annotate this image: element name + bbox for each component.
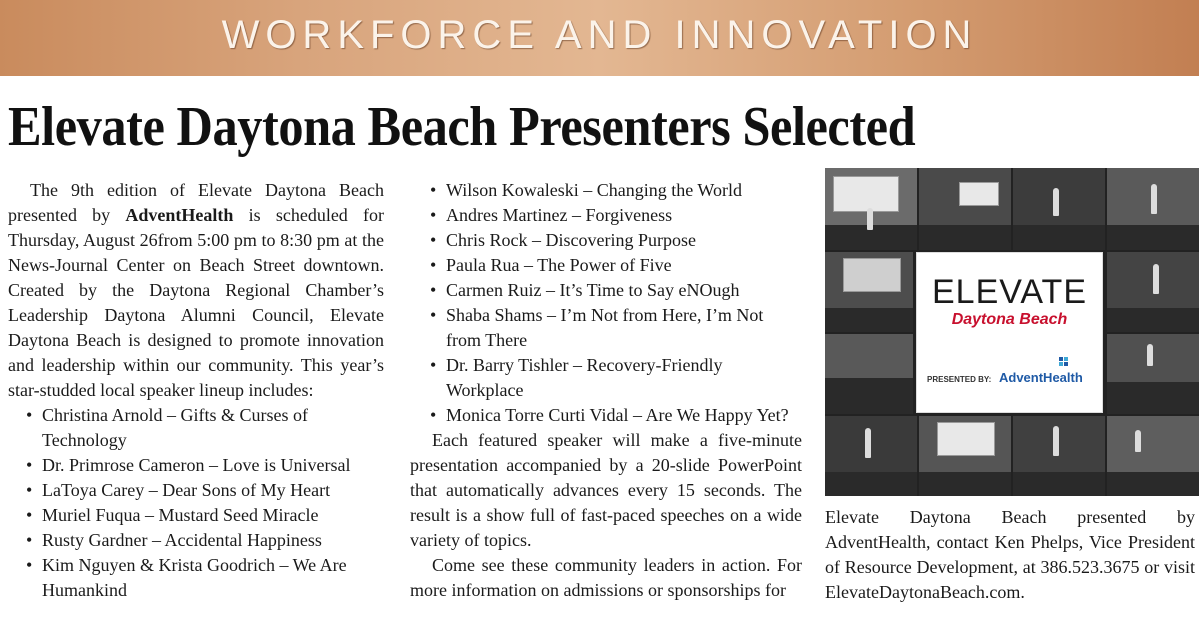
speaker-item: • Monica Torre Curti Vidal – Are We Happy Yet? [410, 403, 802, 428]
presented-by-label: PRESENTED BY: [927, 375, 992, 384]
body-paragraph-2: Come see these community leaders in action. For more information on admissions or sponsorships for [410, 555, 802, 600]
photo-caption: Elevate Daytona Beach presented by AdventHealth, contact Ken Phelps, Vice President of Resource Development, at 386.523.3675 or visit ElevateDaytonaBeach.com. [825, 507, 1195, 602]
elevate-logo-subtitle: Daytona Beach [951, 311, 1068, 328]
sponsor-logo-text: AdventHealth [999, 370, 1083, 385]
photo-tile [1107, 334, 1199, 414]
photo-tile [825, 168, 917, 250]
speaker-item: • Paula Rua – The Power of Five [410, 253, 802, 278]
speaker-item: • Dr. Primrose Cameron – Love is Universal [8, 453, 384, 478]
sponsor-name: AdventHealth [125, 205, 234, 225]
photo-tile [825, 416, 917, 496]
speaker-item: • Muriel Fuqua – Mustard Seed Miracle [8, 503, 384, 528]
speaker-list-2 [410, 178, 802, 428]
intro-paragraph: The 9th edition of Elevate Daytona Beach presented by AdventHealth is scheduled for Thursday, August 26from 5:00 pm to 8:30 pm at the News-Journal Center on Beach Street downtown. Created by the Daytona Regional Chamber’s Leadership Daytona Alumni Council, Elevate Daytona Beach is designed to promote innovation and leadership within our community. This year’s star-studded local speaker lineup includes: [8, 180, 385, 400]
adventhealth-logo-icon [1059, 357, 1069, 367]
photo-tile [1107, 168, 1199, 250]
article-headline: Elevate Daytona Beach Presenters Selected [8, 96, 916, 158]
speaker-item: • Wilson Kowaleski – Changing the World [410, 178, 802, 203]
section-banner [0, 0, 1199, 76]
speaker-item: • Christina Arnold – Gifts & Curses of Technology [8, 403, 384, 453]
photo-tile [1013, 416, 1105, 496]
speaker-item: • Chris Rock – Discovering Purpose [410, 228, 802, 253]
photo-tile [1013, 168, 1105, 250]
elevate-logo-card [916, 252, 1103, 413]
speaker-item: • Rusty Gardner – Accidental Happiness [8, 528, 384, 553]
photo-tile [1107, 252, 1199, 332]
article-column-1 [8, 178, 384, 603]
speaker-item: • Andres Martinez – Forgiveness [410, 203, 802, 228]
section-title: WORKFORCE AND INNOVATION [221, 12, 978, 57]
speaker-item: • LaToya Carey – Dear Sons of My Heart [8, 478, 384, 503]
speaker-item: • Shaba Shams – I’m Not from Here, I’m Not from There [410, 303, 802, 353]
speaker-item: • Kim Nguyen & Krista Goodrich – We Are Humankind [8, 553, 384, 603]
photo-tile [919, 168, 1011, 250]
article-column-2 [410, 178, 802, 603]
body-paragraph-1: Each featured speaker will make a five-minute presentation accompanied by a 20-slide PowerPoint that automatically advances every 15 seconds. The result is a show full of fast-paced speeches on a wide variety of topics. [410, 430, 802, 550]
speaker-list-1 [8, 403, 384, 603]
photo-tile [1107, 416, 1199, 496]
speaker-item: • Dr. Barry Tishler – Recovery-Friendly Workplace [410, 353, 802, 403]
speaker-item: • Carmen Ruiz – It’s Time to Say eNOugh [410, 278, 802, 303]
photo-tile [825, 252, 913, 332]
photo-tile [825, 334, 913, 414]
photo-tile [919, 416, 1011, 496]
elevate-logo-wordmark: ELEVATE [931, 273, 1088, 311]
